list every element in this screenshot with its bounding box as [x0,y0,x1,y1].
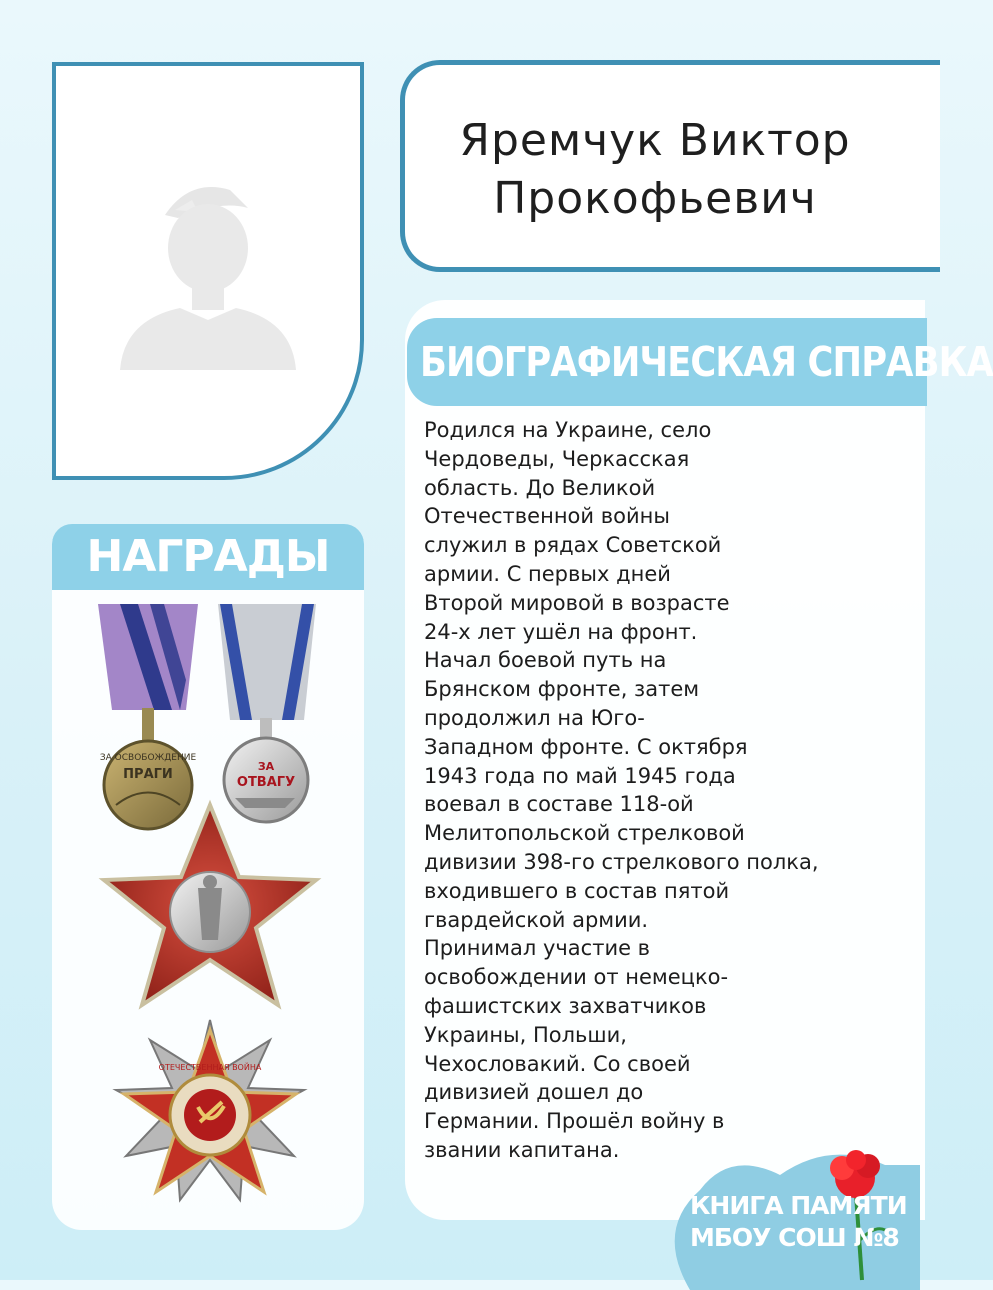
bio-line: Западном фронте. С октября [424,734,748,759]
bio-line: служил в рядах Советской [424,533,722,558]
person-patronymic: Прокофьевич [493,173,817,224]
medal2-inscription-line1: ЗА [257,760,275,773]
order-inscription: ОТЕЧЕСТВЕННАЯ ВОЙНА [158,1063,262,1072]
bio-line: Родился на Украине, село [424,418,712,442]
bio-text [424,416,844,1165]
bio-line: освобождении от немецко- [424,965,729,990]
bio-line: Брянском фронте, затем [424,677,700,702]
bio-line: гвардейской армии. [424,907,649,932]
bio-line: Мелитопольской стрелковой [424,821,745,846]
brand-line-2: МБОУ СОШ №8 [690,1223,899,1252]
awards-illustration [90,600,340,1230]
bio-line: дивизией дошел до [424,1080,644,1105]
bio-line: звании капитана. [424,1137,620,1162]
bio-line: 24-х лет ушёл на фронт. [424,619,698,644]
bio-line: Второй мировой в возрасте [424,590,730,615]
medal2-inscription-line2: ОТВАГУ [236,775,296,790]
bio-line: 1943 года по май 1945 года [424,763,736,788]
bio-line: воевал в составе 118-ой [424,792,694,817]
bio-line: фашистских захватчиков [424,993,707,1018]
medal-for-courage-icon [218,604,316,822]
brand-line-1: КНИГА ПАМЯТИ [690,1191,907,1220]
medal1-inscription-bottom: ПРАГИ [123,767,173,782]
bio-line: Начал боевой путь на [424,648,667,673]
order-patriotic-war-icon [116,1020,304,1200]
bio-line: Германии. Прошёл войну в [424,1109,725,1134]
bio-line: Отечественной войны [424,504,670,529]
bio-line: область. До Великой [424,475,656,500]
bio-line: Чердоведы, Черкасская [424,446,690,471]
bio-title: БИОГРАФИЧЕСКАЯ СПРАВКА [420,338,993,386]
bio-line: Чехословакий. Со своей [424,1051,691,1076]
awards-title: НАГРАДЫ [86,531,330,582]
bio-line: входившего в состав пятой [424,878,730,903]
bio-line: Украины, Польши, [424,1022,627,1047]
person-name [440,112,870,228]
bio-line: армии. С первых дней [424,561,671,586]
bio-line: дивизии 398-го стрелкового полка, [424,849,819,874]
soldier-silhouette-icon [120,170,300,370]
order-red-star-icon [104,805,316,1005]
medal1-inscription-top: ЗА ОСВОБОЖДЕНИЕ [99,753,197,763]
bio-line: продолжил на Юго- [424,705,645,730]
bio-line: Принимал участие в [424,936,651,961]
brand-label [690,1190,907,1254]
medal-liberation-prague-icon [98,604,198,829]
person-surname-given-name: Яремчук Виктор [459,115,851,166]
